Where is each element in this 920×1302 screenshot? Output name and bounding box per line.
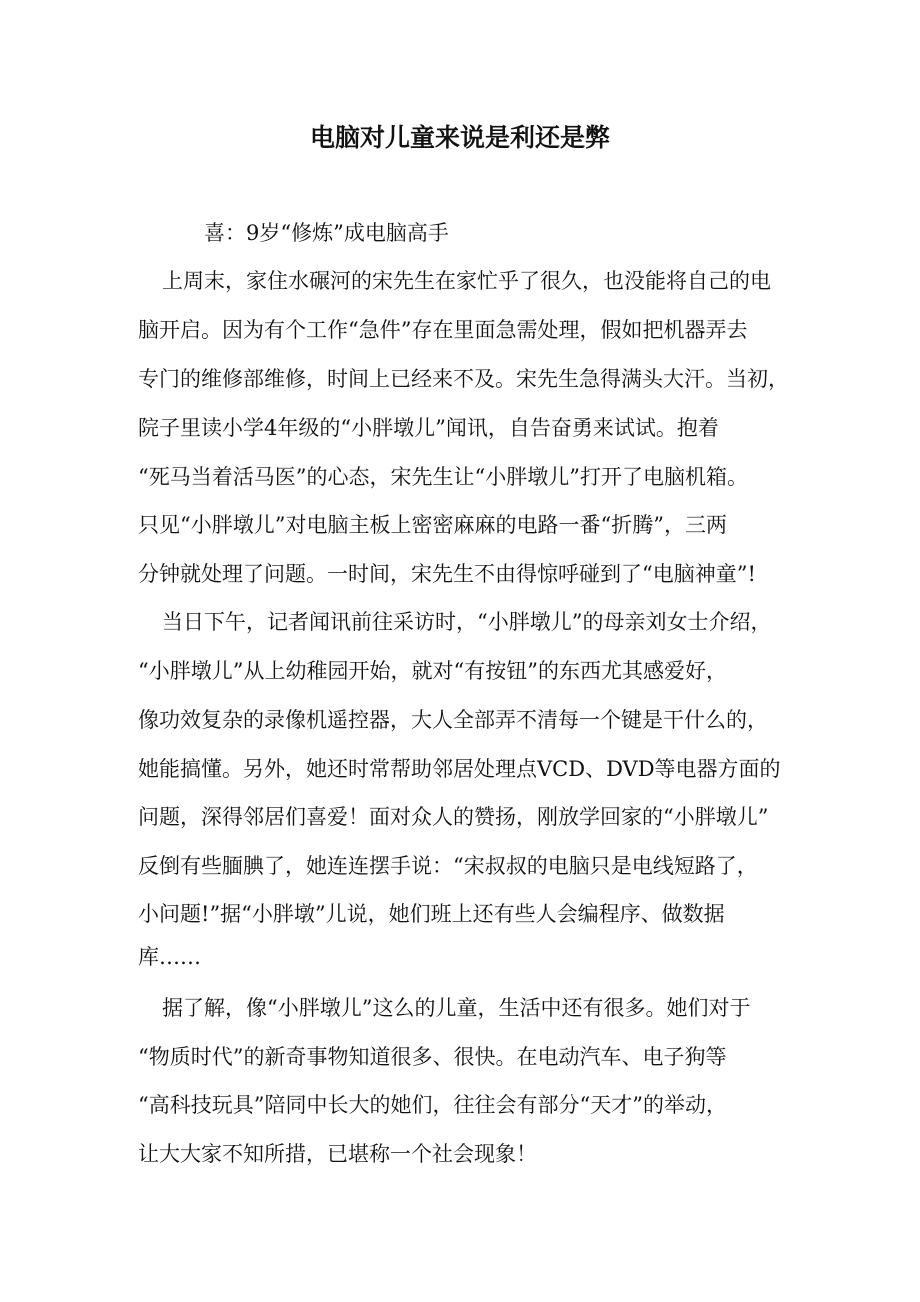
section-subtitle: 喜：9岁“修炼”成电脑高手 <box>204 221 449 245</box>
paragraph-line: 库…… <box>138 945 201 969</box>
paragraph-line: 像功效复杂的录像机遥控器，大人全部弄不清每一个键是干什么的， <box>138 708 768 732</box>
paragraph-line: 分钟就处理了问题。一时间，宋先生不由得惊呼碰到了“电脑神童”! <box>138 562 756 586</box>
paragraph-line: 反倒有些腼腆了，她连连摆手说：“宋叔叔的电脑只是电线短路了， <box>138 854 758 878</box>
paragraph-line: 院子里读小学4年级的“小胖墩儿”闻讯，自告奋勇来试试。抱着 <box>138 416 719 440</box>
paragraph-line: 她能搞懂。另外，她还时常帮助邻居处理点VCD、DVD等电器方面的 <box>138 757 781 781</box>
paragraph-line: 只见“小胖墩儿”对电脑主板上密密麻麻的电路一番“折腾”，三两 <box>138 513 727 537</box>
paragraph-line: 小问题!”据“小胖墩”儿说，她们班上还有些人会编程序、做数据 <box>138 902 725 926</box>
paragraph-line: “死马当着活马医”的心态，宋先生让“小胖墩儿”打开了电脑机箱。 <box>138 465 748 489</box>
paragraph-line: 当日下午，记者闻讯前往采访时，“小胖墩儿”的母亲刘女士介绍， <box>162 610 772 634</box>
paragraph-line: “物质时代”的新奇事物知道很多、很快。在电动汽车、电子狗等 <box>138 1045 727 1069</box>
document-title: 电脑对儿童来说是利还是弊 <box>309 123 610 152</box>
paragraph-line: 上周末，家住水碾河的宋先生在家忙乎了很久，也没能将自己的电 <box>162 269 771 293</box>
paragraph-line: 脑开启。因为有个工作“急件”存在里面急需处理，假如把机器弄去 <box>138 318 748 342</box>
paragraph-line: 问题，深得邻居们喜爱！面对众人的赞扬，刚放学回家的“小胖墩儿” <box>138 805 769 829</box>
paragraph-line: “高科技玩具”陪同中长大的她们，往往会有部分“天才”的举动， <box>138 1093 727 1117</box>
paragraph-line: “小胖墩儿”从上幼稚园开始，就对“有按钮”的东西尤其感爱好， <box>138 659 727 683</box>
paragraph-line: 专门的维修部维修，时间上已经来不及。宋先生急得满头大汗。当初， <box>138 367 789 391</box>
paragraph-line: 据了解，像“小胖墩儿”这么的儿童，生活中还有很多。她们对于 <box>162 996 751 1020</box>
paragraph-line: 让大大家不知所措，已堪称一个社会现象！ <box>138 1142 537 1166</box>
